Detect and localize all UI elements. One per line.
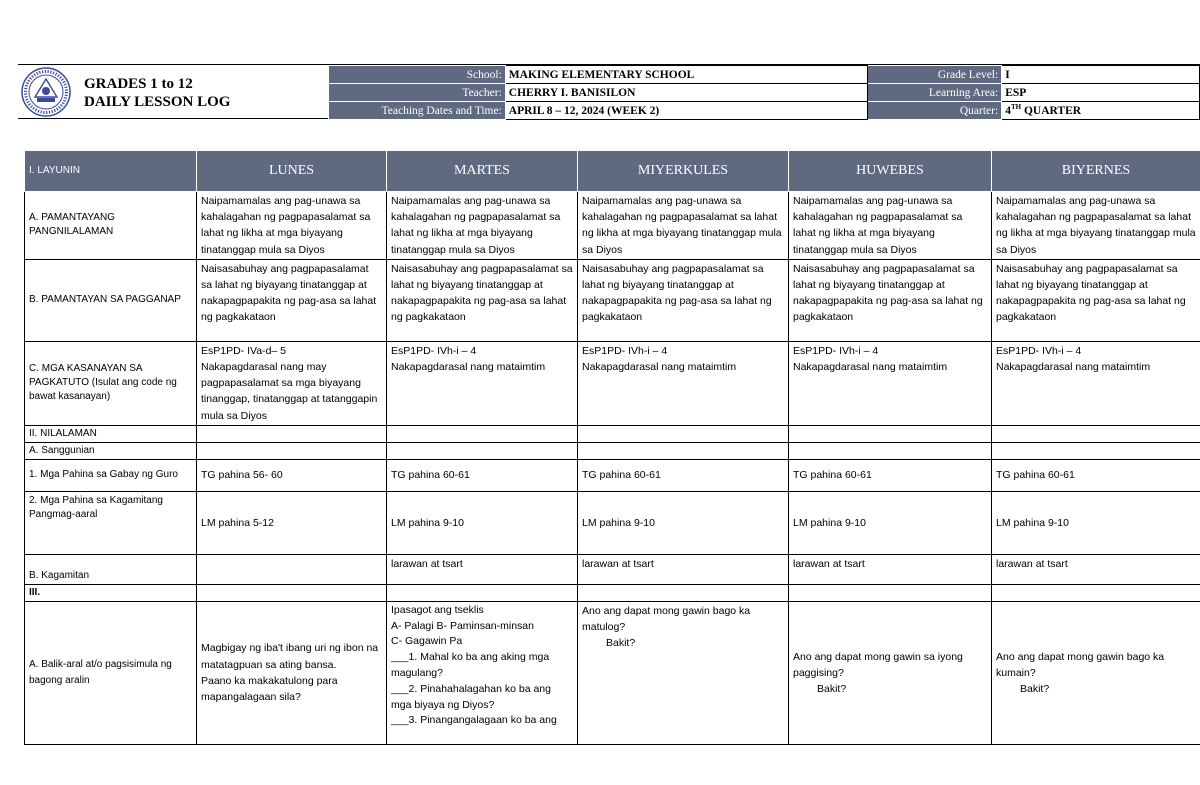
empty-cell: [992, 442, 1200, 459]
col-head-lunes: LUNES: [197, 151, 387, 192]
quarter-value: [1002, 102, 1200, 120]
empty-cell: [789, 442, 992, 459]
cell-b-lunes: Naisasabuhay ang pagpapasalamat sa lahat ng biyayang tinatanggap at nakapagpapakita ng pag-asa sa lahat ng pagkakataon: [197, 259, 387, 341]
cell-b-miyerkules: Naisasabuhay ang pagpapasalamat sa lahat ng biyayang tinatanggap at nakapagpapakita ng pag-asa sa lahat ng pagkakataon: [578, 259, 789, 341]
cell-kag-biyernes: larawan at tsart: [992, 554, 1200, 584]
cell-a-lunes: Naipamamalas ang pag-unawa sa kahalagahan ng pagpapasalamat sa lahat ng likha at mga biyayang tinatanggap mula sa Diyos: [197, 192, 387, 260]
dates-value: APRIL 8 – 12, 2024 (WEEK 2): [505, 102, 868, 120]
table-row: [25, 341, 1200, 425]
cell-kag-huwebes: larawan at tsart: [789, 554, 992, 584]
teacher-value: CHERRY I. BANISILON: [505, 84, 868, 102]
balik-aral-miyerkules-question: Ano ang dapat mong gawin bago ka matulog?: [582, 604, 751, 634]
table-row: [25, 601, 1200, 744]
cell-tg-biyernes: TG pahina 60-61: [992, 459, 1200, 491]
row-label-sanggunian: A. Sanggunian: [25, 442, 197, 459]
col-head-martes: MARTES: [387, 151, 578, 192]
cell-kag-martes: larawan at tsart: [387, 554, 578, 584]
page-title: [84, 75, 230, 111]
row-label-mga-kasanayan: C. MGA KASANAYAN SA PAGKATUTO (Isulat ang code ng bawat kasanayan): [25, 341, 197, 425]
grade-value: I: [1002, 66, 1200, 84]
cell-lm-biyernes: LM pahina 9-10: [992, 491, 1200, 554]
col-head-huwebes: HUWEBES: [789, 151, 992, 192]
quarter-superscript: TH: [1010, 102, 1022, 111]
table-header-row: [25, 151, 1200, 192]
row-label-kagamitan: B. Kagamitan: [25, 554, 197, 584]
grade-label: Grade Level:: [868, 66, 1002, 84]
cell-a-miyerkules: Naipamamalas ang pag-unawa sa kahalagahan ng pagpapasalamat sa lahat ng likha at mga biyayang tinatanggap mula sa Diyos: [578, 192, 789, 260]
area-label: Learning Area:: [868, 84, 1002, 102]
cell-lm-miyerkules: LM pahina 9-10: [578, 491, 789, 554]
empty-cell: [992, 425, 1200, 442]
empty-cell: [578, 442, 789, 459]
cell-b-huwebes: Naisasabuhay ang pagpapasalamat sa lahat ng biyayang tinatanggap at nakapagpapakita ng pag-asa sa lahat ng pagkakataon: [789, 259, 992, 341]
cell-b-biyernes: Naisasabuhay ang pagpapasalamat sa lahat ng biyayang tinatanggap at nakapagpapakita ng pag-asa sa lahat ng pagkakataon: [992, 259, 1200, 341]
cell-tg-miyerkules: TG pahina 60-61: [578, 459, 789, 491]
col-head-biyernes: BIYERNES: [992, 151, 1200, 192]
cell-kag-miyerkules: larawan at tsart: [578, 554, 789, 584]
school-label: School:: [329, 66, 506, 84]
info-table: [328, 65, 1200, 120]
cell-a-huwebes: Naipamamalas ang pag-unawa sa kahalagahan ng pagpapasalamat sa lahat ng likha at mga biyayang tinatanggap mula sa Diyos: [789, 192, 992, 260]
cell-a-biyernes: Naipamamalas ang pag-unawa sa kahalagahan ng pagpapasalamat sa lahat ng likha at mga biyayang tinatanggap mula sa Diyos: [992, 192, 1200, 260]
school-value: MAKING ELEMENTARY SCHOOL: [505, 66, 868, 84]
balik-aral-biyernes-bakit: Bakit?: [1020, 682, 1050, 695]
title-line-2: DAILY LESSON LOG: [84, 94, 231, 110]
row-label-balik-aral: A. Balik-aral at/o pagsisimula ng bagong aralin: [25, 601, 197, 744]
cell-c-miyerkules: EsP1PD- IVh-i – 4 Nakapagdarasal nang mataimtim: [578, 341, 789, 425]
empty-cell: [789, 584, 992, 601]
empty-cell: [578, 425, 789, 442]
cell-balik-aral-biyernes: [992, 601, 1200, 744]
table-row: [25, 192, 1200, 260]
empty-cell: [197, 584, 387, 601]
cell-c-lunes: EsP1PD- IVa-d– 5 Nakapagdarasal nang may pagpapasalamat sa mga biyayang tinanggap, tinatanggap at tatanggapin mula sa Diyos: [197, 341, 387, 425]
balik-aral-miyerkules-bakit: Bakit?: [606, 637, 636, 650]
table-row: [25, 554, 1200, 584]
quarter-number: 4: [1005, 104, 1011, 117]
table-row: [25, 442, 1200, 459]
col-head-layunin: I. LAYUNIN: [25, 151, 197, 192]
cell-c-huwebes: EsP1PD- IVh-i – 4 Nakapagdarasal nang mataimtim: [789, 341, 992, 425]
cell-tg-martes: TG pahina 60-61: [387, 459, 578, 491]
table-row: [25, 259, 1200, 341]
row-label-kagamitang-pangmag-aaral: 2. Mga Pahina sa Kagamitang Pangmag-aaral: [25, 491, 197, 554]
cell-balik-aral-miyerkules: [578, 601, 789, 744]
cell-kag-lunes: [197, 554, 387, 584]
cell-c-biyernes: EsP1PD- IVh-i – 4 Nakapagdarasal nang mataimtim: [992, 341, 1200, 425]
table-row: [25, 459, 1200, 491]
cell-balik-aral-martes: Ipasagot ang tseklis A- Palagi B- Paminsan-minsan C- Gagawin Pa ___1. Mahal ko ba ang aking mga magulang? ___2. Pinahahalagahan ko ba ang mga biyaya ng Diyos? ___3. Pinangangalagaan ko ba ang: [387, 601, 578, 744]
empty-cell: [578, 584, 789, 601]
area-value: ESP: [1002, 84, 1200, 102]
cell-lm-martes: LM pahina 9-10: [387, 491, 578, 554]
cell-tg-lunes: TG pahina 56- 60: [197, 459, 387, 491]
title-line-1: GRADES 1 to 12: [84, 76, 193, 92]
row-label-pamantayang-pangnilalaman: A. PAMANTAYANG PANGNILALAMAN: [25, 192, 197, 260]
row-label-iii: III.: [25, 584, 197, 601]
empty-cell: [197, 442, 387, 459]
cell-lm-huwebes: LM pahina 9-10: [789, 491, 992, 554]
balik-aral-biyernes-question: Ano ang dapat mong gawin bago ka kumain?: [996, 650, 1165, 679]
dll-header: [18, 64, 1200, 119]
empty-cell: [197, 425, 387, 442]
cell-b-martes: Naisasabuhay ang pagpapasalamat sa lahat ng biyayang tinatanggap at nakapagpapakita ng pag-asa sa lahat ng pagkakataon: [387, 259, 578, 341]
quarter-label: Quarter:: [868, 102, 1002, 120]
quarter-text: QUARTER: [1021, 104, 1082, 117]
empty-cell: [387, 584, 578, 601]
cell-a-martes: Naipamamalas ang pag-unawa sa kahalagahan ng pagpapasalamat sa lahat ng likha at mga biyayang tinatanggap mula sa Diyos: [387, 192, 578, 260]
lesson-log-table: [24, 150, 1200, 745]
balik-aral-huwebes-bakit: Bakit?: [817, 682, 847, 695]
row-label-pamantayan-sa-pagganap: B. PAMANTAYAN SA PAGGANAP: [25, 259, 197, 341]
table-row: [25, 425, 1200, 442]
dates-label: Teaching Dates and Time:: [329, 102, 506, 120]
cell-c-martes: EsP1PD- IVh-i – 4 Nakapagdarasal nang mataimtim: [387, 341, 578, 425]
row-label-nilalaman: II. NILALAMAN: [25, 425, 197, 442]
cell-lm-lunes: LM pahina 5-12: [197, 491, 387, 554]
col-head-miyerkules: MIYERKULES: [578, 151, 789, 192]
teacher-label: Teacher:: [329, 84, 506, 102]
balik-aral-huwebes-question: Ano ang dapat mong gawin sa iyong paggising?: [793, 650, 963, 679]
cell-balik-aral-lunes: Magbigay ng iba't ibang uri ng ibon na matatagpuan sa ating bansa. Paano ka makakatulong para mapangalagaan sila?: [197, 601, 387, 744]
deped-seal-icon: [21, 67, 71, 117]
cell-tg-huwebes: TG pahina 60-61: [789, 459, 992, 491]
empty-cell: [789, 425, 992, 442]
table-row: [25, 491, 1200, 554]
table-row: [25, 584, 1200, 601]
empty-cell: [387, 442, 578, 459]
empty-cell: [387, 425, 578, 442]
empty-cell: [992, 584, 1200, 601]
cell-balik-aral-huwebes: [789, 601, 992, 744]
row-label-gabay-ng-guro: 1. Mga Pahina sa Gabay ng Guro: [25, 459, 197, 491]
